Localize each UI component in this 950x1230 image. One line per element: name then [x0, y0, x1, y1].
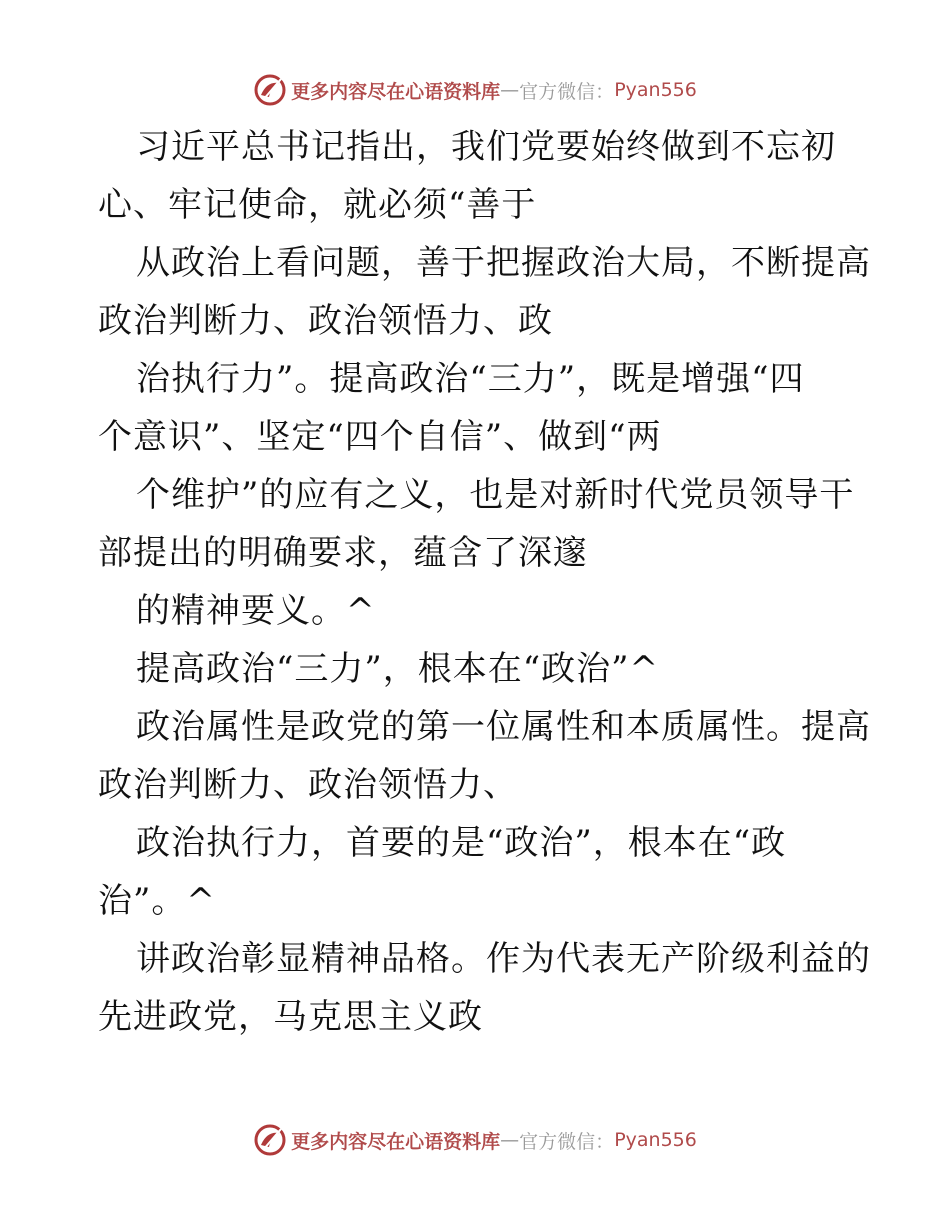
- text-line: 政治判断力、政治领悟力、政: [98, 301, 553, 341]
- header-banner: [0, 70, 950, 110]
- text-line: 讲政治彰显精神品格。作为代表无产阶级利益的: [136, 939, 871, 979]
- text-line: 治执行力”。提高政治“三力”，既是增强“四: [136, 359, 805, 399]
- text-line: 从政治上看问题，善于把握政治大局，不断提高: [136, 243, 871, 283]
- banner-wechat-label: 官方微信：: [519, 1130, 615, 1153]
- banner-wechat-id: Pyan556: [614, 1129, 697, 1151]
- text-line: 政治判断力、政治领悟力、: [98, 765, 518, 805]
- text-line: 个意识”、坚定“四个自信”、做到“两: [98, 417, 662, 457]
- banner-title: 更多内容尽在心语资料库: [291, 1130, 501, 1153]
- logo-icon: [253, 1123, 287, 1157]
- banner-wechat-id: Pyan556: [614, 79, 697, 101]
- text-line: 习近平总书记指出，我们党要始终做到不忘初: [136, 127, 836, 167]
- text-line: 提高政治“三力”，根本在“政治”^: [136, 649, 660, 689]
- banner-title: 更多内容尽在心语资料库: [291, 80, 501, 103]
- footer-banner: [0, 1120, 950, 1160]
- banner-separator: —: [500, 79, 520, 101]
- text-line: 政治执行力，首要的是“政治”，根本在“政: [136, 823, 787, 863]
- banner-separator: —: [500, 1129, 520, 1151]
- text-line: 的精神要义。^: [136, 591, 376, 631]
- text-line: 先进政党，马克思主义政: [98, 997, 483, 1037]
- text-line: 个维护”的应有之义，也是对新时代党员领导干: [136, 475, 855, 515]
- text-line: 治”。^: [98, 881, 216, 921]
- text-line: 部提出的明确要求，蕴含了深邃: [98, 533, 588, 573]
- text-line: 心、牢记使命，就必须“善于: [98, 185, 537, 225]
- logo-icon: [253, 73, 287, 107]
- banner-wechat-label: 官方微信：: [519, 80, 615, 103]
- text-line: 政治属性是政党的第一位属性和本质属性。提高: [136, 707, 871, 747]
- document-body: [98, 118, 871, 1046]
